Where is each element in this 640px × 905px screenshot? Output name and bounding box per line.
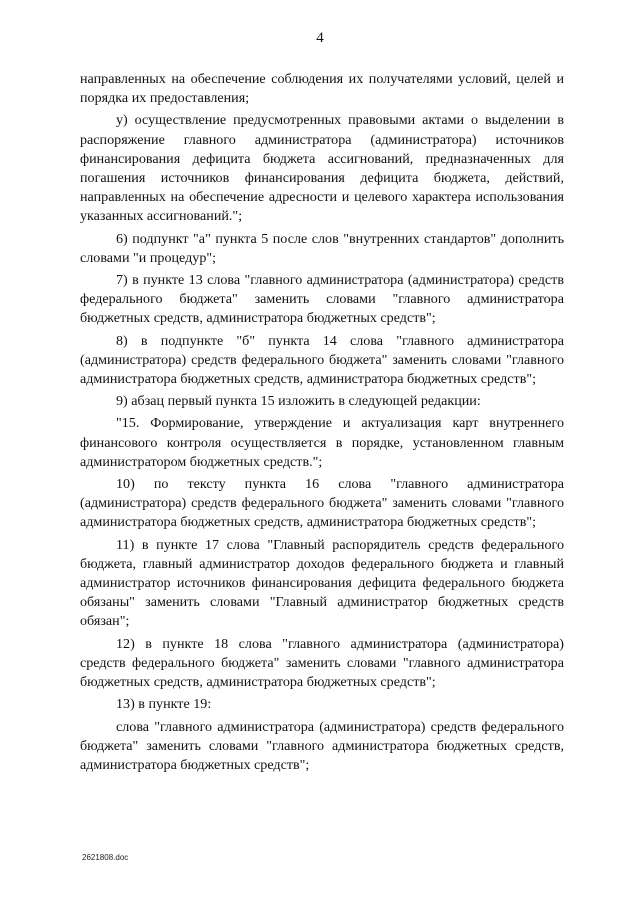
paragraph-continuation: направленных на обеспечение соблюдения их получателями условий, целей и порядка их предоставления; [80,71,564,107]
document-body [80,70,564,778]
paragraph-item-6: 6) подпункт "а" пункта 5 после слов "внутренних стандартов" дополнить словами "и процедур"; [80,230,564,266]
paragraph-item-13-sub: слова "главного администратора (администратора) средств федерального бюджета" заменить словами "главного администратора бюджетных средств, администратора бюджетных средств"; [80,718,564,773]
paragraph-item-10: 10) по тексту пункта 16 слова "главного администратора (администратора) средств федерального бюджета" заменить словами "главного администратора бюджетных средств, администратора бюджетных средств"; [80,476,564,531]
paragraph-item-13: 13) в пункте 19: [116,696,212,713]
paragraph-item-8: 8) в подпункте "б" пункта 14 слова "главного администратора (администратора) средств федерального бюджета" заменить словами "главного администратора бюджетных средств, администратора бюджетных средств"; [80,332,564,388]
page-number: 4 [316,30,324,46]
paragraph-item-u: у) осуществление предусмотренных правовыми актами о выделении в распоряжение главного администратора (администратора) источников финансирования дефицита бюджета ассигнований, предназначенных для погашения источников финансирования дефицита бюджета, действий, направленных на обеспечение адресности и целевого характера использования указанных ассигнований."; [80,112,564,225]
paragraph-item-9: 9) абзац первый пункта 15 изложить в следующей редакции: [116,393,481,410]
paragraph-item-7: 7) в пункте 13 слова "главного администратора (администратора) средств федерального бюджета" заменить словами "главного администратора бюджетных средств, администратора бюджетных средств"; [80,272,564,327]
footer-filename: 2621808.doc [82,853,129,862]
paragraph-item-11: 11) в пункте 17 слова "Главный распорядитель средств федерального бюджета, главный администратор доходов федерального бюджета и главный администратор источников финансирования дефицита федерального бюджета обязаны" заменить словами "Главный администратор бюджетных средств обязан"; [80,536,564,630]
paragraph-quoted-15: "15. Формирование, утверждение и актуализация карт внутреннего финансового контроля осуществляется в порядке, установленном главным администратором бюджетных средств."; [80,415,564,470]
paragraph-item-12: 12) в пункте 18 слова "главного администратора (администратора) средств федерального бюджета" заменить словами "главного администратора бюджетных средств, администратора бюджетных средств"; [80,635,564,691]
